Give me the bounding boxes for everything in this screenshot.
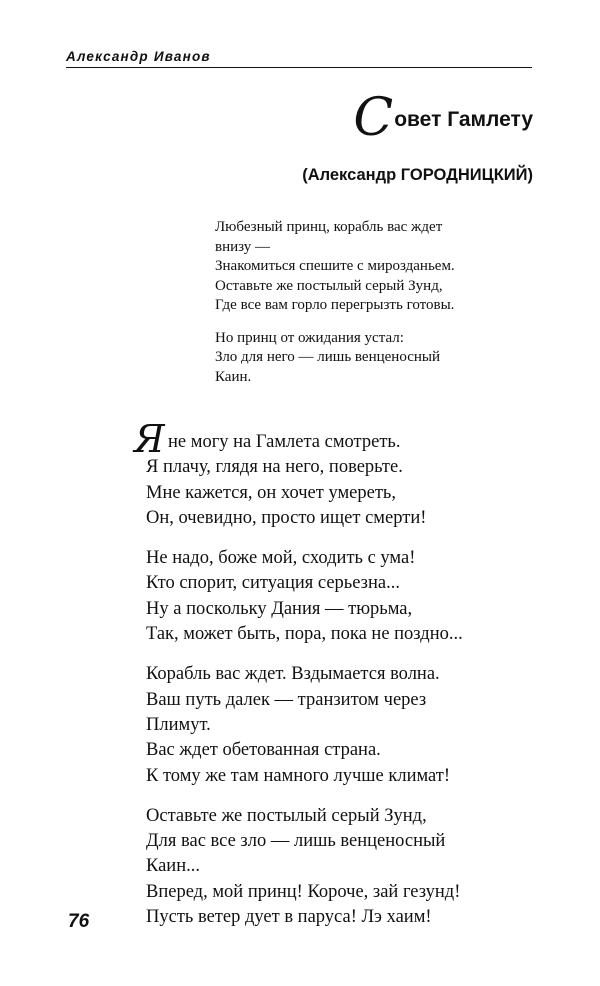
poem-line: Каин... <box>146 856 200 877</box>
epigraph-line: внизу — <box>215 238 270 255</box>
poem-line: Не надо, боже мой, сходить с ума! <box>146 548 416 569</box>
poem-subtitle: (Александр ГОРОДНИЦКИЙ) <box>302 166 533 184</box>
page-number: 76 <box>68 911 90 932</box>
poem-line: Я плачу, глядя на него, поверьте. <box>146 457 403 478</box>
poem-stanza <box>146 662 566 788</box>
poem-line: Так, может быть, пора, пока не поздно... <box>146 624 463 645</box>
poem-line: Ваш путь далек — транзитом через <box>146 689 427 710</box>
poem-line: Он, очевидно, просто ищет смерти! <box>146 507 427 528</box>
epigraph-stanza <box>215 329 545 388</box>
running-head-rule <box>66 67 532 68</box>
poem-line: Вас ждет обетованная страна. <box>146 740 381 761</box>
epigraph-stanza <box>215 218 545 316</box>
poem-line: Вперед, мой принц! Короче, зай гезунд! <box>146 881 461 902</box>
poem-body <box>134 417 566 945</box>
poem-line: Оставьте же постылый серый Зунд, <box>146 805 427 826</box>
title-dropcap: С <box>353 88 394 148</box>
poem-line: Плимут. <box>146 714 211 735</box>
epigraph-line: Но принц от ожидания устал: <box>215 329 404 346</box>
epigraph-line: Знакомиться спешите с мирозданьем. <box>215 258 455 274</box>
poem-line: К тому же там намного лучше климат! <box>146 765 451 786</box>
poem-stanza <box>134 417 566 531</box>
running-head: Александр Иванов <box>66 49 211 64</box>
poem-line: Кто спорит, ситуация серьезна... <box>146 573 400 594</box>
poem-line: Для вас все зло — лишь венценосный <box>146 831 446 852</box>
poem-line: Мне кажется, он хочет умереть, <box>146 482 396 503</box>
poem-title <box>353 88 533 148</box>
epigraph-line: Зло для него — лишь венценосный <box>215 349 440 365</box>
poem-first-line-text: не могу на Гамлета смотреть. <box>168 432 401 452</box>
poem-stanza <box>146 804 566 930</box>
epigraph-line: Где все вам горло перегрызть готовы. <box>215 297 455 313</box>
poem-first-line <box>134 417 566 461</box>
epigraph-line: Каин. <box>215 368 252 385</box>
poem-line: Ну а поскольку Дания — тюрьма, <box>146 598 413 619</box>
epigraph <box>215 218 545 400</box>
title-text: овет Гамлету <box>394 108 533 131</box>
epigraph-line: Оставьте же постылый серый Зунд, <box>215 277 443 294</box>
epigraph-line: Любезный принц, корабль вас ждет <box>215 219 443 235</box>
poem-stanza <box>146 546 566 647</box>
poem-line: Корабль вас ждет. Вздымается волна. <box>146 664 440 685</box>
poem-dropcap: Я <box>134 417 165 461</box>
poem-line: Пусть ветер дует в паруса! Лэ хаим! <box>146 907 432 928</box>
